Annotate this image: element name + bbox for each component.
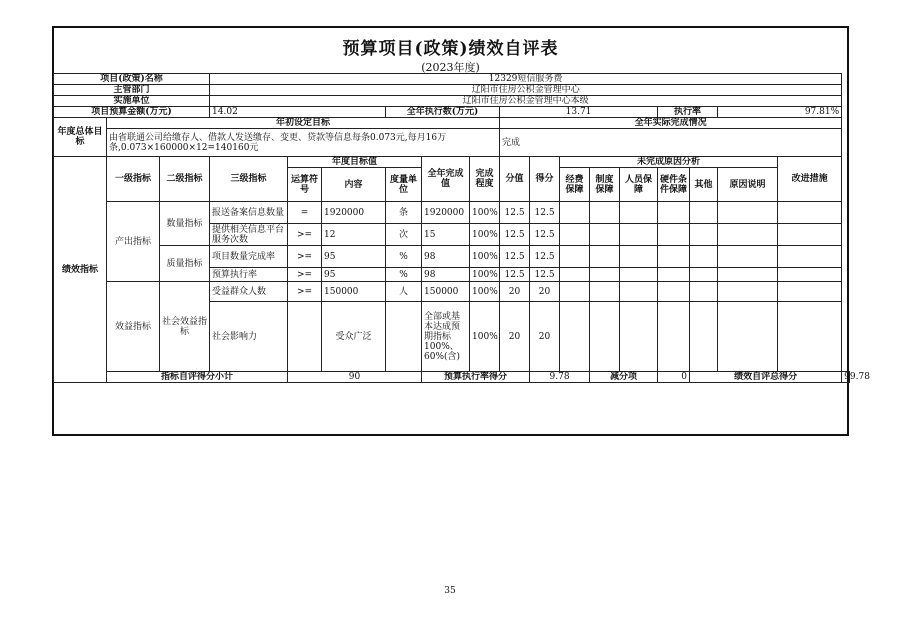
indicator-score: 20	[530, 302, 560, 372]
indicator-name: 预算执行率	[210, 268, 288, 282]
indicator-name: 提供相关信息平台服务次数	[210, 224, 288, 246]
indicator-name: 项目数量完成率	[210, 246, 288, 268]
deduct-label: 减分项	[590, 372, 658, 383]
row-dept	[54, 85, 850, 96]
indicator-full: 全部或基本达成预期指标100%、60%(含)	[422, 302, 470, 372]
indicator-score: 12.5	[530, 224, 560, 246]
subtotal-label: 指标自评得分小计	[107, 372, 288, 383]
table-row	[54, 202, 850, 224]
reason-other-header: 其他	[690, 168, 718, 202]
indicator-degree: 100%	[470, 202, 500, 224]
unit-header: 度量单位	[386, 168, 422, 202]
indicator-score: 20	[530, 282, 560, 302]
indicator-unit: %	[386, 246, 422, 268]
reason-hardware-header: 硬件条件保障	[658, 168, 690, 202]
indicator-value: 12.5	[500, 224, 530, 246]
indicator-degree: 100%	[470, 246, 500, 268]
row-goal-text	[54, 129, 850, 157]
plan-header: 年初设定目标	[107, 118, 500, 129]
row-summary	[54, 372, 850, 383]
indicator-content: 150000	[322, 282, 386, 302]
indicator-content: 12	[322, 224, 386, 246]
exec-label: 全年执行数(万元)	[386, 107, 500, 118]
row-indicator-header-1	[54, 157, 850, 168]
indicator-value: 12.5	[500, 202, 530, 224]
degree-header: 完成程度	[470, 157, 500, 202]
deduct-value: 0	[658, 372, 690, 383]
indicator-unit: %	[386, 268, 422, 282]
goal-row-label: 年度总体目标	[54, 118, 107, 157]
dept-value: 辽阳市住房公积金管理中心	[210, 85, 842, 96]
indicator-score: 12.5	[530, 268, 560, 282]
content-header: 内容	[322, 168, 386, 202]
table-row	[54, 282, 850, 302]
indicator-unit: 次	[386, 224, 422, 246]
full-year-header: 全年完成值	[422, 157, 470, 202]
indicator-content: 1920000	[322, 202, 386, 224]
indicator-op: >=	[288, 246, 322, 268]
indicator-value: 20	[500, 302, 530, 372]
indicator-name: 受益群众人数	[210, 282, 288, 302]
rate-label: 执行率	[658, 107, 718, 118]
project-name-value: 12329短信服务费	[210, 74, 842, 85]
budget-label: 项目预算金额(万元)	[54, 107, 210, 118]
level3-header: 三级指标	[210, 157, 288, 202]
indicator-op: >=	[288, 224, 322, 246]
budget-score-label: 预算执行率得分	[422, 372, 530, 383]
indicator-op	[288, 302, 322, 372]
indicator-score: 12.5	[530, 246, 560, 268]
page-number: 35	[444, 586, 456, 596]
unit-value: 辽阳市住房公积金管理中心本级	[210, 96, 842, 107]
row-project-name	[54, 74, 850, 85]
indicator-content: 95	[322, 268, 386, 282]
indicator-value: 12.5	[500, 246, 530, 268]
group-output: 产出指标	[107, 202, 160, 282]
table-row	[54, 246, 850, 268]
indicator-content: 95	[322, 246, 386, 268]
budget-score-value: 9.78	[530, 372, 590, 383]
reason-funding-header: 经费保障	[560, 168, 590, 202]
evaluation-table	[53, 73, 870, 383]
level2-header: 二级指标	[160, 157, 210, 202]
op-header: 运算符号	[288, 168, 322, 202]
indicator-full: 150000	[422, 282, 470, 302]
dept-label: 主管部门	[54, 85, 210, 96]
page-subtitle: (2023年度)	[421, 61, 480, 74]
rate-value: 97.81%	[718, 107, 842, 118]
score-value-header: 分值	[500, 157, 530, 202]
reasons-group-header: 未完成原因分析	[560, 157, 778, 168]
indicator-op: >=	[288, 282, 322, 302]
actual-text: 完成	[500, 129, 842, 157]
indicator-unit: 人	[386, 282, 422, 302]
indicator-degree: 100%	[470, 268, 500, 282]
measures-header: 改进措施	[778, 157, 842, 202]
group-quality: 质量指标	[160, 246, 210, 282]
unit-label: 实施单位	[54, 96, 210, 107]
score-header: 得分	[530, 157, 560, 202]
page-title: 预算项目(政策)绩效自评表	[342, 39, 559, 59]
group-social: 社会效益指标	[160, 282, 210, 372]
row-unit	[54, 96, 850, 107]
indicator-full: 98	[422, 268, 470, 282]
total-value: 99.78	[842, 372, 850, 383]
plan-text: 由省联通公司给缴存人、借款人发送缴存、变更、贷款等信息每条0.073元,每月16万条,0.073×160000×12=140160元	[107, 129, 500, 157]
indicator-degree: 100%	[470, 302, 500, 372]
indicator-score: 12.5	[530, 202, 560, 224]
budget-value: 14.02	[210, 107, 386, 118]
indicator-op: =	[288, 202, 322, 224]
group-effect: 效益指标	[107, 282, 160, 372]
indicator-degree: 100%	[470, 224, 500, 246]
indicator-content: 受众广泛	[322, 302, 386, 372]
indicator-unit	[386, 302, 422, 372]
indicator-full: 98	[422, 246, 470, 268]
total-label: 绩效自评总得分	[690, 372, 842, 383]
exec-value: 13.71	[500, 107, 658, 118]
indicator-full: 15	[422, 224, 470, 246]
row-goal-headers	[54, 118, 850, 129]
evaluation-sheet	[52, 26, 870, 436]
perf-label: 绩效指标	[54, 157, 107, 383]
project-name-label: 项目(政策)名称	[54, 74, 210, 85]
indicator-degree: 100%	[470, 282, 500, 302]
subtotal-value: 90	[288, 372, 422, 383]
reason-system-header: 制度保障	[590, 168, 620, 202]
level1-header: 一级指标	[107, 157, 160, 202]
indicator-op: >=	[288, 268, 322, 282]
group-quantity: 数量指标	[160, 202, 210, 246]
indicator-full: 1920000	[422, 202, 470, 224]
reason-staff-header: 人员保障	[620, 168, 658, 202]
indicator-name: 社会影响力	[210, 302, 288, 372]
actual-header: 全年实际完成情况	[500, 118, 842, 129]
indicator-value: 12.5	[500, 268, 530, 282]
reason-explain-header: 原因说明	[718, 168, 778, 202]
indicator-unit: 条	[386, 202, 422, 224]
target-group-header: 年度目标值	[288, 157, 422, 168]
indicator-name: 报送备案信息数量	[210, 202, 288, 224]
indicator-value: 20	[500, 282, 530, 302]
row-budget	[54, 107, 850, 118]
